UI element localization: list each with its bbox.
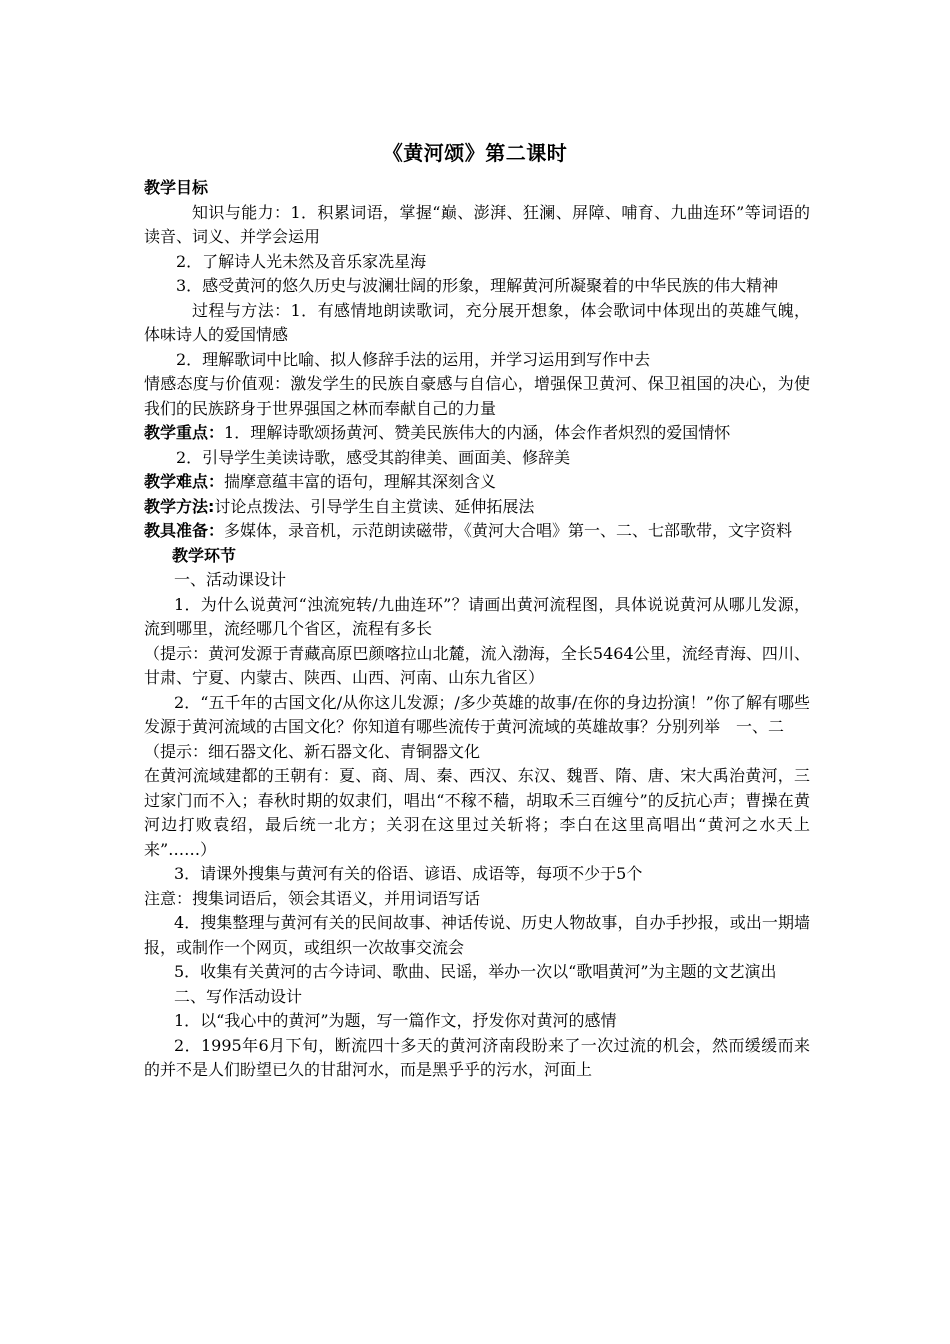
objectives-heading: 教学目标 [144, 178, 209, 197]
paragraph: 2．理解歌词中比喻、拟人修辞手法的运用，并学习运用到写作中去 [176, 349, 651, 369]
paragraph: 2．引导学生美读诗歌，感受其韵律美、画面美、修辞美 [176, 447, 571, 467]
key-text: 1．理解诗歌颂扬黄河、赞美民族伟大的内涵，体会作者炽烈的爱国情怀 [224, 423, 731, 442]
paragraph: 4．搜集整理与黄河有关的民间故事、神话传说、历史人物故事，自办手抄报，或出一期墙报，或制作一个网页，或组织一次故事交流会 [144, 913, 810, 957]
paragraph: （提示：黄河发源于青藏高原巴颜喀拉山北麓，流入渤海，全长5464公里，流经青海、四川、甘肃、宁夏、内蒙古、陕西、山西、河南、山东九省区） [144, 643, 810, 687]
document-body [144, 176, 810, 1083]
page-title: 《黄河颂》第二课时 [382, 141, 568, 165]
paragraph: 1．以“我心中的黄河”为题，写一篇作文，抒发你对黄河的感情 [174, 1011, 617, 1030]
method [144, 495, 810, 520]
difficulty [144, 470, 810, 495]
tools-label: 教具准备： [144, 521, 225, 540]
tools [144, 519, 810, 544]
paragraph: 注意：搜集词语后，领会其语义，并用词语写话 [144, 888, 481, 908]
steps-heading: 教学环节 [172, 545, 237, 565]
section-heading: 一、活动课设计 [174, 570, 287, 589]
paragraph: 1．为什么说黄河“浊流宛转/九曲连环”？请画出黄河流程图，具体说说黄河从哪儿发源，流到哪里，流经哪几个省区，流程有多长 [144, 594, 810, 638]
paragraph: 知识与能力：1．积累词语，掌握“巅、澎湃、狂澜、屏障、哺育、九曲连环”等词语的读音、词义、并学会运用 [144, 202, 810, 246]
paragraph: 2．了解诗人光未然及音乐家冼星海 [176, 251, 427, 271]
paragraph: 在黄河流域建都的王朝有：夏、商、周、秦、西汉、东汉、魏晋、隋、唐、宋大禹治黄河，三过家门而不入；春秋时期的奴隶们，唱出“不稼不穑，胡取禾三百缠兮”的反抗心声；曹操在黄河边打败袁绍，最后统一北方；关羽在这里过关斩将；李白在这里高唱出“黄河之水天上来”……） [144, 766, 810, 859]
section-heading: 二、写作活动设计 [174, 986, 303, 1006]
method-text: 讨论点拨法、引导学生自主赏读、延伸拓展法 [214, 496, 535, 516]
paragraph: 2．“五千年的古国文化/从你这儿发源；/多少英雄的故事/在你的身边扮演！”你了解有哪些发源于黄河流域的古国文化？你知道有哪些流传于黄河流域的英雄故事？分别列举 一、二 [144, 692, 810, 736]
paragraph: 过程与方法：1．有感情地朗读歌词，充分展开想象，体会歌词中体现出的英雄气魄，体味诗人的爱国情感 [144, 300, 810, 344]
method-label: 教学方法: [144, 496, 215, 516]
paragraph: 5．收集有关黄河的古今诗词、歌曲、民谣，举办一次以“歌唱黄河”为主题的文艺演出 [174, 962, 777, 981]
difficulty-label: 教学难点： [144, 472, 225, 491]
paragraph: 3．请课外搜集与黄河有关的俗语、谚语、成语等，每项不少于5个 [174, 864, 643, 883]
paragraph: 2．1995年6月下旬，断流四十多天的黄河济南段盼来了一次过流的机会，然而缓缓而来的并不是人们盼望已久的甘甜河水，而是黑乎乎的污水，河面上 [144, 1035, 810, 1079]
key-points [144, 421, 810, 446]
paragraph: （提示：细石器文化、新石器文化、青铜器文化 [144, 741, 481, 761]
paragraph: 情感态度与价值观：激发学生的民族自豪感与自信心，增强保卫黄河、保卫祖国的决心，为使我们的民族跻身于世界强国之林而奉献自己的力量 [144, 374, 810, 418]
key-label: 教学重点： [144, 423, 225, 442]
tools-text: 多媒体，录音机，示范朗读磁带，《黄河大合唱》第一、二、七部歌带，文字资料 [224, 521, 793, 540]
difficulty-text: 揣摩意蕴丰富的语句，理解其深刻含义 [224, 472, 497, 491]
paragraph: 3．感受黄河的悠久历史与波澜壮阔的形象，理解黄河所凝聚着的中华民族的伟大精神 [176, 276, 779, 295]
